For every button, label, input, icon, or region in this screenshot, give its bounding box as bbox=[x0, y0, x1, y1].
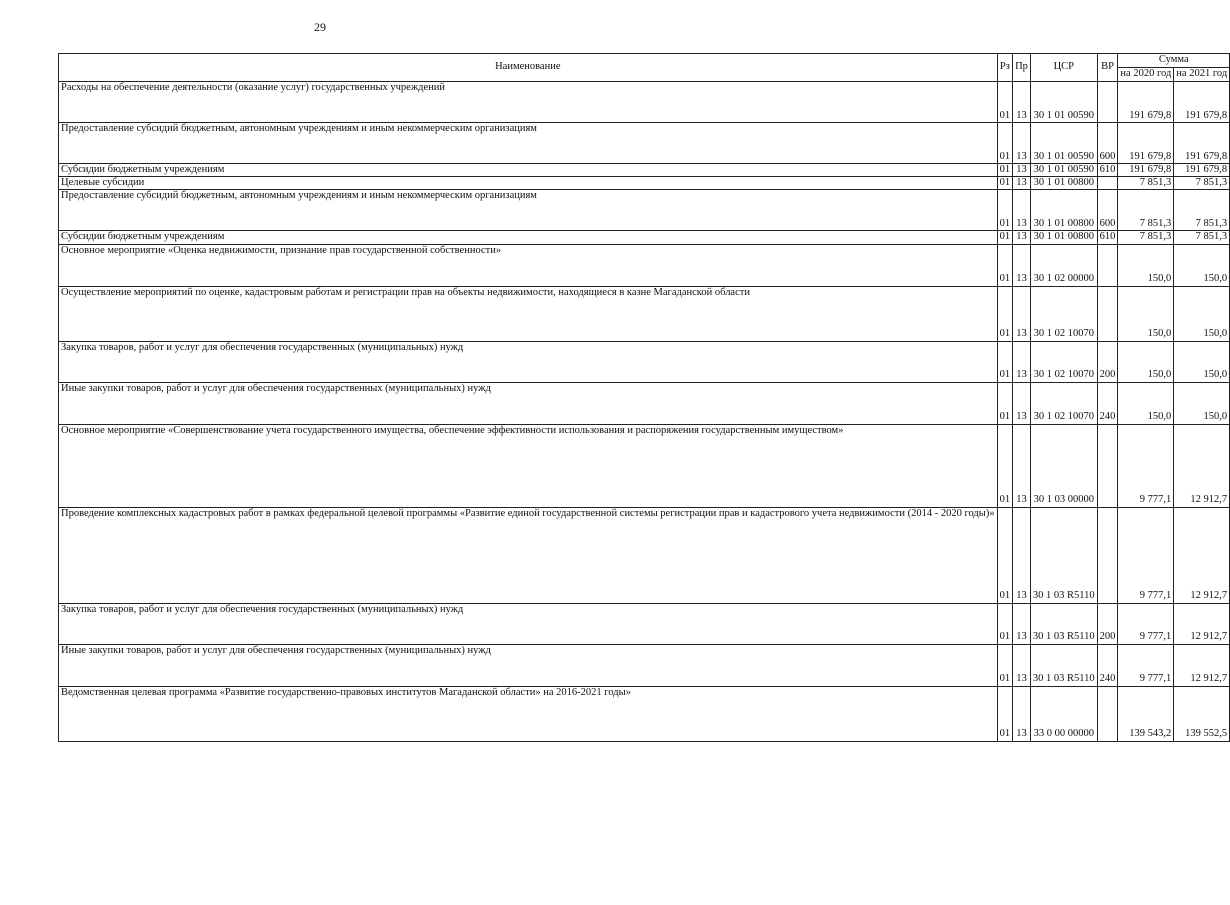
row-csr: 30 1 02 10070 bbox=[1030, 286, 1097, 341]
table-row bbox=[59, 82, 1230, 123]
row-csr: 30 1 01 00590 bbox=[1030, 123, 1097, 164]
row-rz: 01 bbox=[997, 286, 1013, 341]
row-pr: 13 bbox=[1013, 82, 1031, 123]
row-pr: 13 bbox=[1013, 382, 1031, 424]
row-csr: 30 1 01 00800 bbox=[1030, 231, 1097, 244]
row-pr: 13 bbox=[1013, 686, 1031, 741]
row-pr: 13 bbox=[1013, 231, 1031, 244]
row-name: Основное мероприятие «Совершенствование учета государственного имущества, обеспечение эффективности использования и распоряжения государственным имуществом» bbox=[59, 424, 998, 507]
table-row bbox=[59, 424, 1230, 507]
row-name: Предоставление субсидий бюджетным, автономным учреждениям и иным некоммерческим организациям bbox=[59, 123, 998, 164]
row-pr: 13 bbox=[1013, 244, 1031, 286]
row-csr: 30 1 03 R5110 bbox=[1030, 603, 1097, 644]
row-rz: 01 bbox=[997, 341, 1013, 382]
table-row bbox=[59, 686, 1230, 741]
row-amount-2021: 12 912,7 bbox=[1174, 424, 1230, 507]
row-vr bbox=[1097, 424, 1118, 507]
row-pr: 13 bbox=[1013, 177, 1031, 190]
row-csr: 33 0 00 00000 bbox=[1030, 686, 1097, 741]
row-name: Иные закупки товаров, работ и услуг для обеспечения государственных (муниципальных) нужд bbox=[59, 382, 998, 424]
row-amount-2020: 9 777,1 bbox=[1118, 424, 1174, 507]
row-rz: 01 bbox=[997, 82, 1013, 123]
row-vr bbox=[1097, 244, 1118, 286]
row-name: Закупка товаров, работ и услуг для обеспечения государственных (муниципальных) нужд bbox=[59, 603, 998, 644]
row-amount-2021: 7 851,3 bbox=[1174, 231, 1230, 244]
row-name: Целевые субсидии bbox=[59, 177, 998, 190]
table-row bbox=[59, 286, 1230, 341]
row-amount-2021: 150,0 bbox=[1174, 244, 1230, 286]
row-name: Расходы на обеспечение деятельности (оказание услуг) государственных учреждений bbox=[59, 82, 998, 123]
table-body bbox=[59, 82, 1230, 742]
row-amount-2020: 7 851,3 bbox=[1118, 177, 1174, 190]
row-csr: 30 1 01 00590 bbox=[1030, 82, 1097, 123]
row-csr: 30 1 02 00000 bbox=[1030, 244, 1097, 286]
header-name: Наименование bbox=[59, 54, 998, 82]
table-row bbox=[59, 190, 1230, 231]
row-amount-2020: 150,0 bbox=[1118, 382, 1174, 424]
row-rz: 01 bbox=[997, 231, 1013, 244]
row-csr: 30 1 02 10070 bbox=[1030, 341, 1097, 382]
row-amount-2020: 139 543,2 bbox=[1118, 686, 1174, 741]
row-name: Осуществление мероприятий по оценке, кадастровым работам и регистрации прав на объекты недвижимости, находящиеся в казне Магаданской области bbox=[59, 286, 998, 341]
row-csr: 30 1 03 00000 bbox=[1030, 424, 1097, 507]
row-amount-2020: 191 679,8 bbox=[1118, 123, 1174, 164]
row-pr: 13 bbox=[1013, 341, 1031, 382]
row-rz: 01 bbox=[997, 507, 1013, 603]
row-vr: 600 bbox=[1097, 123, 1118, 164]
table-row bbox=[59, 644, 1230, 686]
header-rz: Рз bbox=[997, 54, 1013, 82]
row-amount-2020: 7 851,3 bbox=[1118, 190, 1174, 231]
header-year-2020: на 2020 год bbox=[1118, 68, 1174, 82]
header-year-2021: на 2021 год bbox=[1174, 68, 1230, 82]
row-csr: 30 1 03 R5110 bbox=[1030, 644, 1097, 686]
row-amount-2020: 9 777,1 bbox=[1118, 644, 1174, 686]
row-amount-2020: 9 777,1 bbox=[1118, 507, 1174, 603]
row-rz: 01 bbox=[997, 603, 1013, 644]
table-row bbox=[59, 231, 1230, 244]
table-header bbox=[59, 54, 1230, 82]
table-row bbox=[59, 603, 1230, 644]
row-vr bbox=[1097, 507, 1118, 603]
row-vr: 200 bbox=[1097, 603, 1118, 644]
row-rz: 01 bbox=[997, 123, 1013, 164]
row-amount-2020: 150,0 bbox=[1118, 286, 1174, 341]
row-pr: 13 bbox=[1013, 286, 1031, 341]
row-amount-2021: 150,0 bbox=[1174, 341, 1230, 382]
page-number: 29 bbox=[314, 20, 326, 34]
row-vr bbox=[1097, 82, 1118, 123]
row-pr: 13 bbox=[1013, 424, 1031, 507]
row-amount-2021: 12 912,7 bbox=[1174, 644, 1230, 686]
table-row bbox=[59, 164, 1230, 177]
table-row bbox=[59, 341, 1230, 382]
row-name: Закупка товаров, работ и услуг для обеспечения государственных (муниципальных) нужд bbox=[59, 341, 998, 382]
row-rz: 01 bbox=[997, 164, 1013, 177]
row-amount-2021: 7 851,3 bbox=[1174, 190, 1230, 231]
row-vr: 610 bbox=[1097, 164, 1118, 177]
row-vr bbox=[1097, 177, 1118, 190]
table-row bbox=[59, 244, 1230, 286]
row-amount-2021: 150,0 bbox=[1174, 286, 1230, 341]
row-pr: 13 bbox=[1013, 164, 1031, 177]
row-pr: 13 bbox=[1013, 603, 1031, 644]
row-amount-2021: 12 912,7 bbox=[1174, 603, 1230, 644]
row-name: Основное мероприятие «Оценка недвижимости, признание прав государственной собственности» bbox=[59, 244, 998, 286]
row-vr bbox=[1097, 686, 1118, 741]
row-csr: 30 1 01 00590 bbox=[1030, 164, 1097, 177]
row-amount-2020: 150,0 bbox=[1118, 341, 1174, 382]
table-row bbox=[59, 382, 1230, 424]
row-rz: 01 bbox=[997, 244, 1013, 286]
row-rz: 01 bbox=[997, 177, 1013, 190]
header-pr: Пр bbox=[1013, 54, 1031, 82]
row-rz: 01 bbox=[997, 190, 1013, 231]
row-csr: 30 1 03 R5110 bbox=[1030, 507, 1097, 603]
row-amount-2021: 139 552,5 bbox=[1174, 686, 1230, 741]
row-name: Ведомственная целевая программа «Развитие государственно-правовых институтов Магаданской области» на 2016-2021 годы» bbox=[59, 686, 998, 741]
row-rz: 01 bbox=[997, 644, 1013, 686]
table-row bbox=[59, 507, 1230, 603]
row-amount-2021: 191 679,8 bbox=[1174, 82, 1230, 123]
row-pr: 13 bbox=[1013, 644, 1031, 686]
row-rz: 01 bbox=[997, 382, 1013, 424]
row-vr: 600 bbox=[1097, 190, 1118, 231]
row-amount-2021: 150,0 bbox=[1174, 382, 1230, 424]
row-amount-2021: 191 679,8 bbox=[1174, 164, 1230, 177]
row-vr: 240 bbox=[1097, 644, 1118, 686]
row-name: Субсидии бюджетным учреждениям bbox=[59, 231, 998, 244]
row-vr: 610 bbox=[1097, 231, 1118, 244]
row-amount-2020: 191 679,8 bbox=[1118, 164, 1174, 177]
row-rz: 01 bbox=[997, 424, 1013, 507]
header-csr: ЦСР bbox=[1030, 54, 1097, 82]
row-csr: 30 1 02 10070 bbox=[1030, 382, 1097, 424]
row-vr: 240 bbox=[1097, 382, 1118, 424]
row-name: Субсидии бюджетным учреждениям bbox=[59, 164, 998, 177]
row-pr: 13 bbox=[1013, 190, 1031, 231]
row-name: Предоставление субсидий бюджетным, автономным учреждениям и иным некоммерческим организациям bbox=[59, 190, 998, 231]
row-pr: 13 bbox=[1013, 123, 1031, 164]
row-amount-2021: 191 679,8 bbox=[1174, 123, 1230, 164]
row-amount-2020: 9 777,1 bbox=[1118, 603, 1174, 644]
table-row bbox=[59, 123, 1230, 164]
row-amount-2020: 191 679,8 bbox=[1118, 82, 1174, 123]
row-amount-2020: 150,0 bbox=[1118, 244, 1174, 286]
row-rz: 01 bbox=[997, 686, 1013, 741]
row-pr: 13 bbox=[1013, 507, 1031, 603]
row-amount-2021: 7 851,3 bbox=[1174, 177, 1230, 190]
row-csr: 30 1 01 00800 bbox=[1030, 190, 1097, 231]
header-vr: ВР bbox=[1097, 54, 1118, 82]
row-vr: 200 bbox=[1097, 341, 1118, 382]
row-amount-2021: 12 912,7 bbox=[1174, 507, 1230, 603]
budget-table bbox=[58, 53, 1230, 742]
row-csr: 30 1 01 00800 bbox=[1030, 177, 1097, 190]
row-vr bbox=[1097, 286, 1118, 341]
row-amount-2020: 7 851,3 bbox=[1118, 231, 1174, 244]
row-name: Проведение комплексных кадастровых работ в рамках федеральной целевой программы «Развитие единой государственной системы регистрации прав и кадастрового учета недвижимости (2014 - 2020 годы)» bbox=[59, 507, 998, 603]
table-row bbox=[59, 177, 1230, 190]
header-sum: Сумма bbox=[1118, 54, 1230, 68]
row-name: Иные закупки товаров, работ и услуг для обеспечения государственных (муниципальных) нужд bbox=[59, 644, 998, 686]
